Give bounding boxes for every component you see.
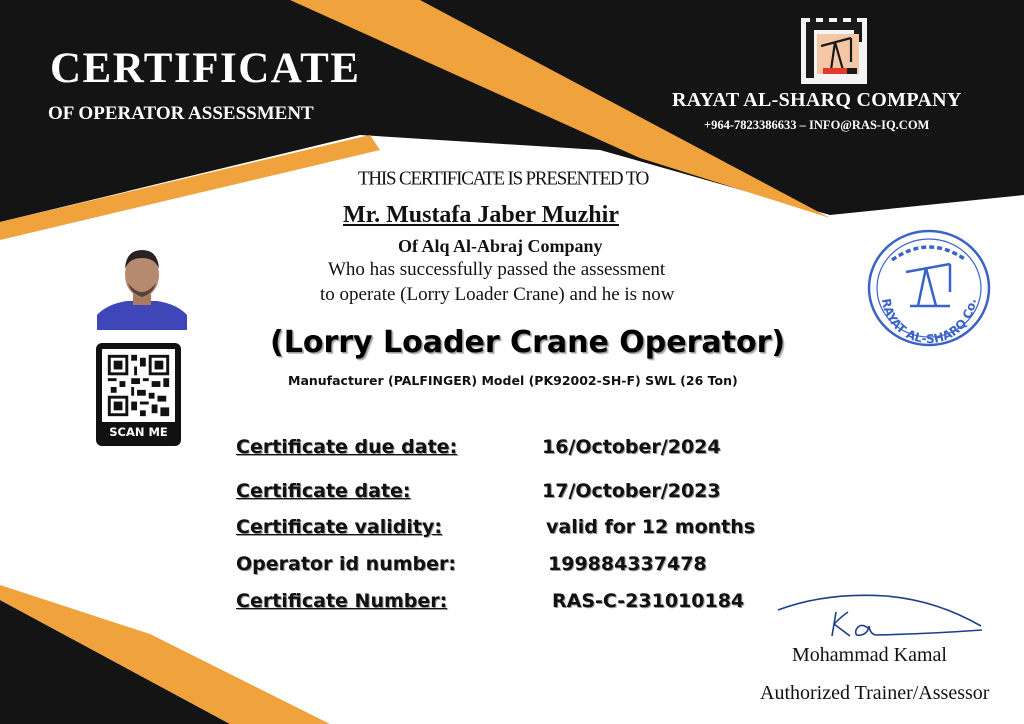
presented-to-heading: THIS CERTIFICATE IS PRESENTED TO (358, 167, 649, 190)
validity-label: Certificate validity: (236, 516, 442, 538)
certificate-title: CERTIFICATE (50, 45, 361, 92)
stamp-text: RAYAT AL-SHARQ Co. (878, 297, 979, 347)
detail-row-due-date (236, 436, 796, 473)
qr-code-card[interactable] (96, 343, 181, 446)
handwritten-signature (776, 590, 986, 646)
statement-line-2: to operate (Lorry Loader Crane) and he is now (320, 284, 675, 305)
company-name: RAYAT AL-SHARQ COMPANY (672, 89, 962, 111)
operator-photo (95, 241, 189, 330)
equipment-details: Manufacturer (PALFINGER) Model (PK92002-SH-F) SWL (26 Ton) (288, 373, 738, 388)
certificate-subtitle: OF OPERATOR ASSESSMENT (48, 103, 314, 124)
signer-name: Mohammad Kamal (792, 644, 947, 666)
recipient-name: Mr. Mustafa Jaber Muzhir (343, 202, 619, 228)
detail-row-certificate-date (236, 480, 796, 517)
certificate-date-label: Certificate date: (236, 480, 411, 502)
recipient-company: Of Alq Al-Abraj Company (398, 236, 603, 256)
validity-value: valid for 12 months (546, 516, 756, 538)
scan-me-label: SCAN ME (109, 425, 168, 439)
signer-role: Authorized Trainer/Assessor (760, 682, 990, 704)
qr-code-area (102, 349, 175, 422)
due-date-value: 16/October/2024 (542, 436, 721, 458)
certificate-number-label: Certificate Number: (236, 590, 448, 612)
certificate-date-value: 17/October/2023 (542, 480, 721, 502)
operator-id-label: Operator id number: (236, 553, 456, 575)
detail-row-certificate-number (236, 590, 796, 627)
oil-pump-logo-icon (801, 18, 867, 84)
operator-role-title: (Lorry Loader Crane Operator) (270, 325, 786, 360)
company-seal-stamp (864, 226, 994, 350)
operator-id-value: 199884337478 (548, 553, 707, 575)
due-date-label: Certificate due date: (236, 436, 458, 458)
qr-code-icon (102, 349, 175, 422)
detail-row-validity (236, 516, 796, 553)
detail-row-operator-id (236, 553, 796, 590)
certificate-number-value: RAS-C-231010184 (552, 590, 745, 612)
statement-line-1: Who has successfully passed the assessment (328, 259, 666, 280)
company-contact: +964-7823386633 – INFO@RAS-IQ.COM (704, 118, 930, 132)
